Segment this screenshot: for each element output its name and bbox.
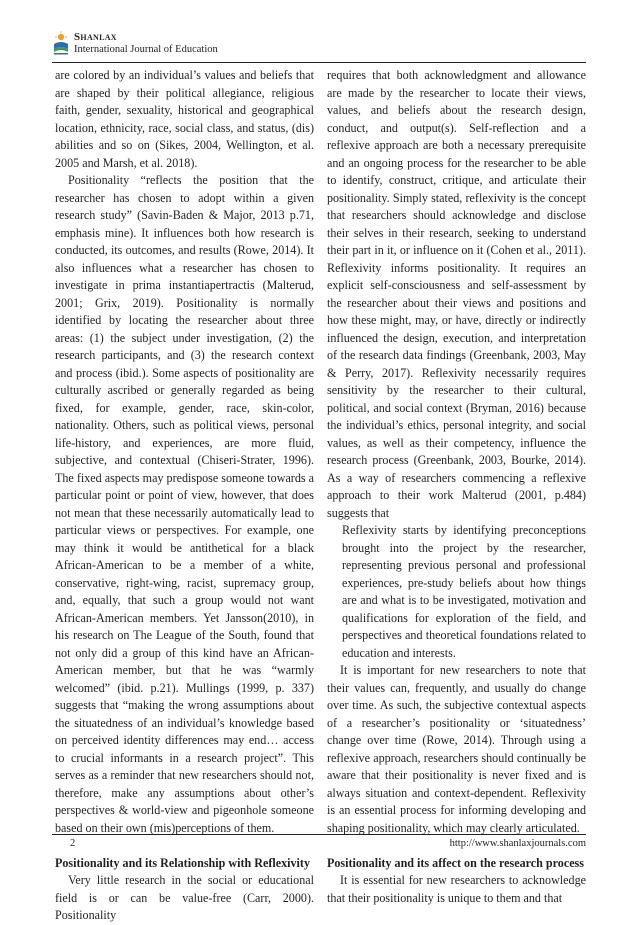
shanlax-logo-icon	[52, 30, 70, 56]
journal-url-link[interactable]: http://www.shanlaxjournals.com	[449, 838, 586, 849]
page-header	[52, 28, 586, 62]
paragraph: It is important for new researchers to note that their values can, frequently, and usually do change over time. As such, the subjective contextual aspects of a researcher’s positionality or ‘situatedness’ change over time (Rowe, 2014). Through using a reflexive approach, researchers should continually be aware that their positionality is never fixed and is always situation and context-dependent. Reflexivity is an essential process for informing developing and shaping positionality, which may clearly articulated.	[327, 663, 586, 835]
journal-name: International Journal of Education	[74, 44, 218, 55]
right-column	[327, 67, 586, 907]
paragraph: are colored by an individual’s values and beliefs that are shaped by their political allegiance, religious faith, gender, sexuality, historical and geographical location, ethnicity, race, social class, and status, (dis) abilities and so on (Sikes, 2004, Wellington, et al. 2005 and Marsh, et al. 2018).	[55, 68, 314, 170]
footer-rule	[52, 834, 586, 835]
section-gap	[55, 837, 314, 855]
paragraph: It is essential for new researchers to acknowledge that their positionality is unique to them and that	[327, 873, 586, 905]
section-heading: Positionality and its affect on the research process	[327, 855, 584, 870]
left-column	[55, 67, 314, 925]
block-quote: Reflexivity starts by identifying preconceptions brought into the project by the researcher, representing previous personal and professional experiences, pre-study beliefs about how things are and what is to be investigated, motivation and qualifications for exploration of the field, and perspectives and theoretical foundations related to education and interests.	[342, 523, 586, 660]
page-number: 2	[70, 838, 76, 849]
header-rule	[52, 62, 586, 63]
paragraph: Very little research in the social or educational field is or can be value-free (Carr, 2000). Positionality	[55, 873, 314, 922]
paragraph: Positionality “reflects the position that the researcher has chosen to adopt within a given research study” (Savin-Baden & Major, 2013 p.71, emphasis mine). It influences both how research is conducted, its outcomes, and results (Rowe, 2014). It also influences what a researcher has chosen to investigate in prima instantiapertractis (Malterud, 2001; Grix, 2019). Positionality is normally identified by locating the researcher about three areas: (1) the subject under investigation, (2) the research participants, and (3) the research context and process (ibid.). Some aspects of positionality are culturally ascribed or generally regarded as being fixed, for example, gender, race, skin-color, nationality. Others, such as political views, personal life-history, and experiences, are more fluid, subjective, and contextual (Chiseri-Strater, 1996). The fixed aspects may predispose someone towards a particular point or point of view, however, that does not mean that these necessarily automatically lead to particular views or perspectives. For example, one may think it would be antithetical for a black African-American to be a member of a white, conservative, right-wing, racist, supremacy group, and, equally, that such a group would not want African-American members. Yet Jansson(2010), in his research on The League of the South, found that not only did a group of this kind have an African-American member, but that he was “warmly welcomed” (ibid. p.21). Mullings (1999, p. 337) suggests that “making the wrong assumptions about the situatedness of an individual’s knowledge based on perceived identity differences may end… access to crucial informants in a research project”. This serves as a reminder that new researchers should not, therefore, make any assumptions about other’s perspectives & world-view and pigeonhole someone based on their own (mis)perceptions of them.	[55, 173, 314, 835]
section-heading: Positionality and its Relationship with Reflexivity	[55, 855, 310, 870]
brand-name: Shanlax	[74, 31, 117, 43]
paragraph: requires that both acknowledgment and allowance are made by the researcher to locate their views, values, and beliefs about the research design, conduct, and output(s). Self-reflection and a reflexive approach are both a necessary prerequisite and an ongoing process for the researcher to be able to identify, construct, critique, and articulate their positionality. Simply stated, reflexivity is the concept that researchers should acknowledge and disclose their selves in their research, seeking to understand their part in it, or influence on it (Cohen et al., 2011). Reflexivity informs positionality. It requires an explicit self-consciousness and self-assessment by the researcher about their views and positions and how these might, may, or have, directly or indirectly influenced the design, execution, and interpretation of the research data findings (Greenbank, 2003, May & Perry, 2017). Reflexivity necessarily requires sensitivity by the researcher to their cultural, political, and social context (Bryman, 2016) because the individual’s ethics, personal integrity, and social values, as well as their competency, influence the research process (Greenbank, 2003, Bourke, 2014). As a way of researchers commencing a reflexive approach to their work Malterud (2001, p.484) suggests that	[327, 68, 586, 520]
